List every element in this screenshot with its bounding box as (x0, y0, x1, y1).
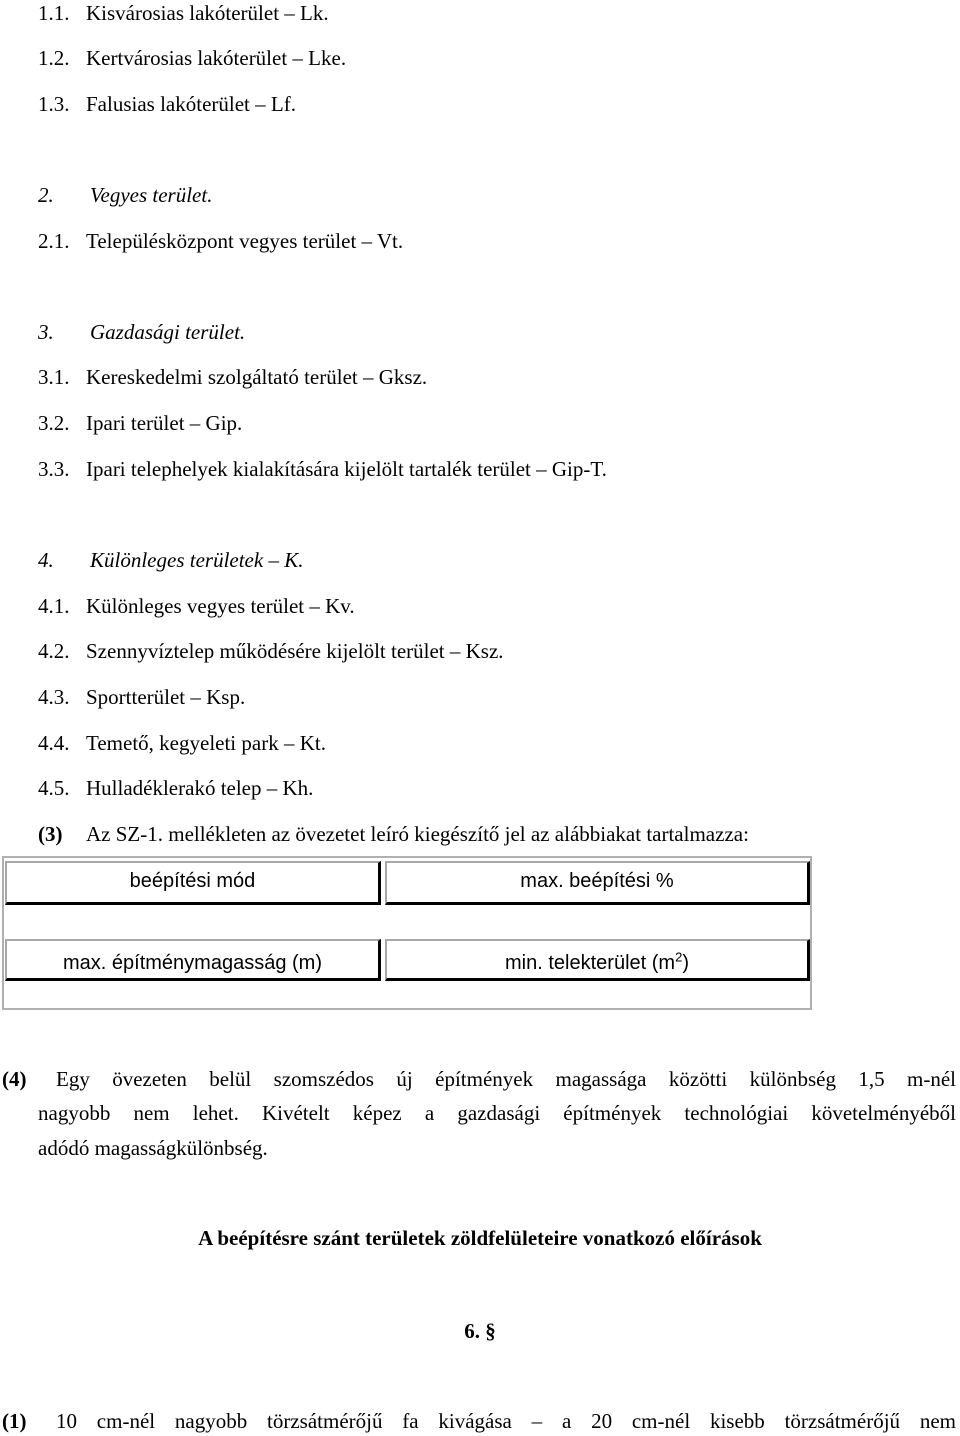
list-item-1-1 (38, 0, 329, 26)
sign-cell-building-mode (5, 861, 381, 905)
list-heading-3 (38, 319, 245, 345)
paragraph-number: (3) (38, 822, 63, 846)
paragraph-text: Az SZ-1. mellékleten az övezetet leíró kiegészítő jel az alábbiakat tartalmazza: (86, 822, 749, 846)
list-text: Vegyes terület. (90, 183, 213, 207)
list-item-4-1 (38, 593, 355, 619)
list-number: 4.1. (38, 594, 70, 618)
list-number: 3. (38, 320, 54, 344)
list-item-4-4 (38, 730, 326, 756)
list-text: Kertvárosias lakóterület – Lke. (86, 46, 347, 70)
list-text: Falusias lakóterület – Lf. (86, 92, 296, 116)
list-item-1-2 (38, 45, 346, 71)
list-item-2-1 (38, 228, 403, 254)
list-text: Ipari telephelyek kialakítására kijelölt tartalék terület – Gip-T. (86, 457, 607, 481)
list-text: Különleges területek – K. (90, 548, 304, 572)
paragraph-3 (38, 821, 749, 847)
list-number: 3.2. (38, 411, 70, 435)
list-number: 2. (38, 183, 54, 207)
list-number: 3.1. (38, 365, 70, 389)
paragraph-4-line-2 (38, 1100, 956, 1126)
paragraph-1-line-1 (56, 1408, 956, 1434)
sign-cell-max-height (5, 939, 381, 981)
section-number-text: 6. § (464, 1319, 496, 1343)
list-text: Különleges vegyes terület – Kv. (86, 594, 355, 618)
sign-cell-label: max. építménymagasság (m) (63, 952, 322, 974)
sign-cell-label: min. telekterület (m (505, 952, 676, 974)
list-text: Sportterület – Ksp. (86, 685, 246, 709)
paragraph-text: nagyobb nem lehet. Kivételt képez a gazdasági építmények technológiai követelményéből (38, 1101, 956, 1125)
paragraph-number: (4) (2, 1067, 27, 1091)
list-item-4-3 (38, 684, 245, 710)
paragraph-number: (1) (2, 1409, 27, 1433)
list-number: 1.2. (38, 46, 70, 70)
paragraph-4-number (2, 1066, 27, 1092)
paragraph-4-line-1 (56, 1066, 956, 1092)
list-number: 1.1. (38, 1, 70, 25)
sign-cell-label-end: ) (682, 952, 689, 974)
section-title (0, 1225, 960, 1251)
list-number: 2.1. (38, 229, 70, 253)
list-text: Ipari terület – Gip. (86, 411, 243, 435)
sign-cell-min-plot-area (385, 939, 810, 981)
list-number: 4. (38, 548, 54, 572)
sign-cell-label: beépítési mód (129, 870, 256, 892)
list-text: Településközpont vegyes terület – Vt. (86, 229, 404, 253)
superscript: 2 (675, 949, 683, 965)
list-item-3-1 (38, 364, 427, 390)
list-number: 4.3. (38, 685, 70, 709)
list-heading-2 (38, 182, 212, 208)
paragraph-text: Egy övezeten belül szomszédos új építmények magassága közötti különbség 1,5 m-nél (56, 1067, 956, 1091)
section-title-text: A beépítésre szánt területek zöldfelületeire vonatkozó előírások (198, 1226, 762, 1250)
list-text: Kisvárosias lakóterület – Lk. (86, 1, 329, 25)
list-text: Gazdasági terület. (90, 320, 246, 344)
list-text: Temető, kegyeleti park – Kt. (86, 731, 326, 755)
sign-cell-label: max. beépítési % (520, 870, 674, 892)
list-text: Kereskedelmi szolgáltató terület – Gksz. (86, 365, 428, 389)
list-text: Szennyvíztelep működésére kijelölt terület – Ksz. (86, 639, 504, 663)
list-item-3-2 (38, 410, 242, 436)
list-number: 1.3. (38, 92, 70, 116)
list-item-3-3 (38, 456, 607, 482)
paragraph-1-number (2, 1408, 27, 1434)
list-item-1-3 (38, 91, 296, 117)
sign-cell-max-coverage (385, 861, 810, 905)
list-item-4-5 (38, 775, 313, 801)
list-number: 4.4. (38, 731, 70, 755)
paragraph-text: adódó magasságkülönbség. (38, 1136, 268, 1160)
list-number: 4.2. (38, 639, 70, 663)
list-item-4-2 (38, 638, 504, 664)
section-number (0, 1318, 960, 1344)
paragraph-4-line-3 (38, 1135, 268, 1161)
list-number: 4.5. (38, 776, 70, 800)
paragraph-text: 10 cm-nél nagyobb törzsátmérőjű fa kivágása – a 20 cm-nél kisebb törzsátmérőjű nem (56, 1409, 956, 1433)
list-heading-4 (38, 547, 303, 573)
list-text: Hulladéklerakó telep – Kh. (86, 776, 314, 800)
list-number: 3.3. (38, 457, 70, 481)
